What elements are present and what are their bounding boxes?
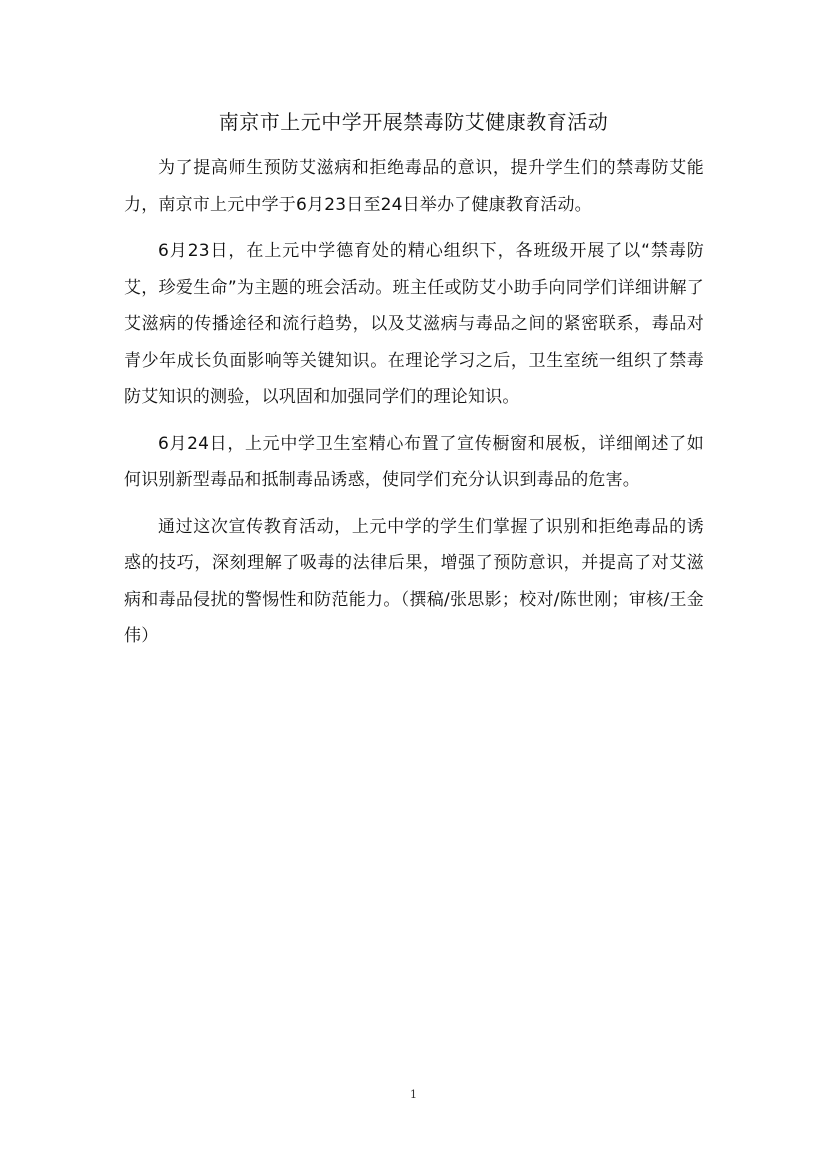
document-title: 南京市上元中学开展禁毒防艾健康教育活动 bbox=[218, 110, 609, 134]
paragraph-intro: 为了提高师生预防艾滋病和拒绝毒品的意识，提升学生们的禁毒防艾能力，南京市上元中学于6月23日至24日举办了健康教育活动。 bbox=[124, 158, 704, 215]
document-body bbox=[124, 150, 704, 665]
paragraph-june-24: 6月24日，上元中学卫生室精心布置了宣传橱窗和展板，详细阐述了如何识别新型毒品和抵制毒品诱惑，使同学们充分认识到毒品的危害。 bbox=[124, 433, 704, 490]
paragraph-conclusion: 通过这次宣传教育活动，上元中学的学生们掌握了识别和拒绝毒品的诱惑的技巧，深刻理解了吸毒的法律后果，增强了预防意识，并提高了对艾滋病和毒品侵扰的警惕性和防范能力。（撰稿/张思影；校对/陈世刚；审核/王金伟） bbox=[124, 516, 704, 646]
paragraph-june-23: 6月23日，在上元中学德育处的精心组织下，各班级开展了以“禁毒防艾，珍爱生命”为主题的班会活动。班主任或防艾小助手向同学们详细讲解了艾滋病的传播途径和流行趋势，以及艾滋病与毒品之间的紧密联系，毒品对青少年成长负面影响等关键知识。在理论学习之后，卫生室统一组织了禁毒防艾知识的测验，以巩固和加强同学们的理论知识。 bbox=[124, 241, 704, 407]
page-number: 1 bbox=[410, 1088, 417, 1101]
